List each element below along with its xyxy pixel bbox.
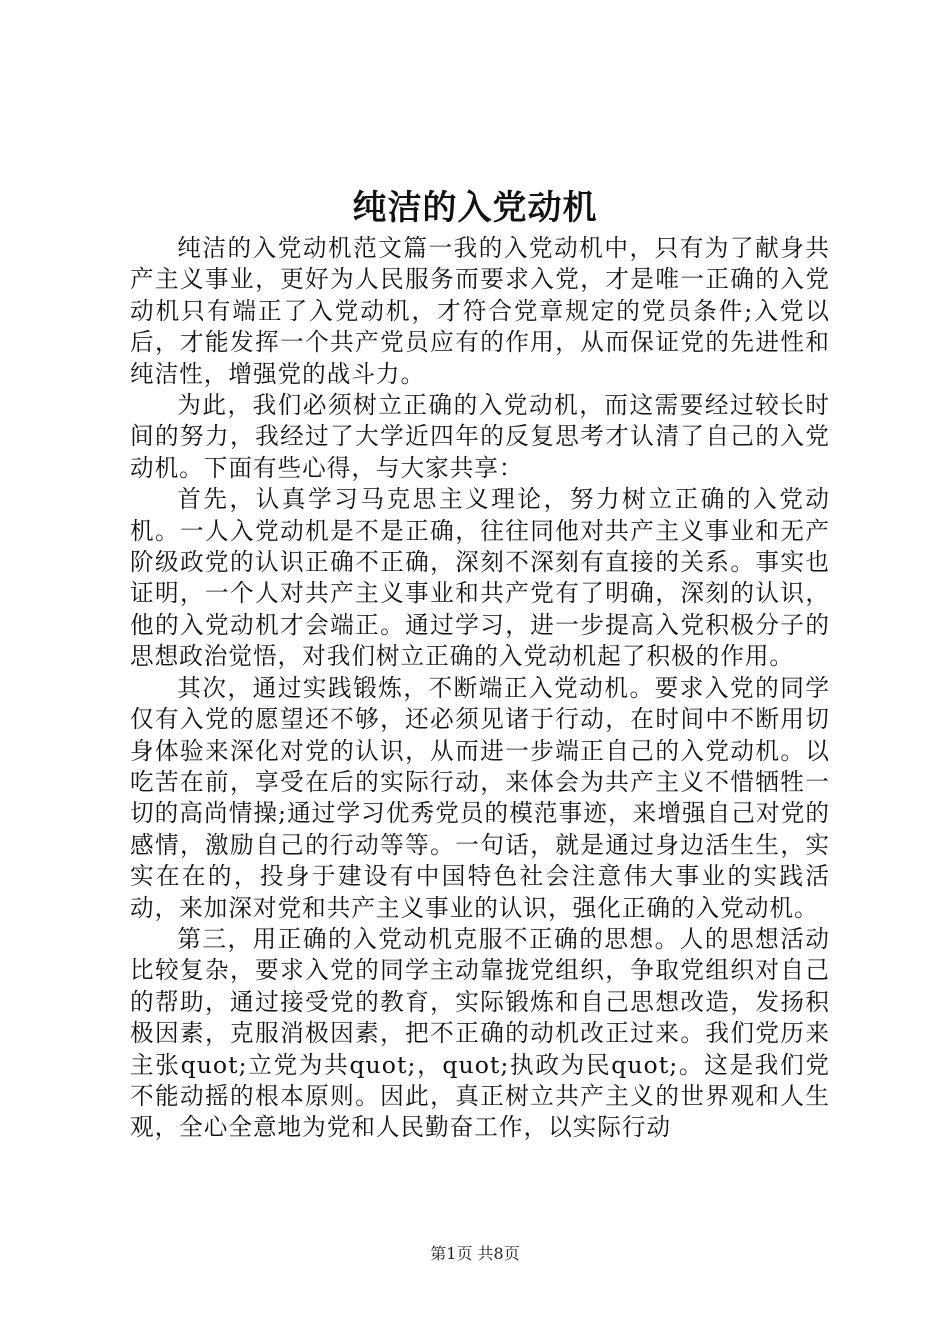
paragraph: 首先，认真学习马克思主义理论，努力树立正确的入党动机。一人入党动机是不是正确，往往同他对共产主义事业和无产阶级政党的认识正确不正确，深刻不深刻有直接的关系。事实也证明，一个人对共产主义事业和共产党有了明确，深刻的认识，他的入党动机才会端正。通过学习，进一步提高入党积极分子的思想政治觉悟，对我们树立正确的入党动机起了积极的作用。 [130, 485, 830, 671]
document-title: 纯洁的入党动机 [352, 188, 598, 228]
paragraph: 纯洁的入党动机范文篇一我的入党动机中，只有为了献身共产主义事业，更好为人民服务而要求入党，才是唯一正确的入党动机只有端正了入党动机，才符合党章规定的党员条件;入党以后，才能发挥一个共产党员应有的作用，从而保证党的先进性和纯洁性，增强党的战斗力。 [130, 234, 830, 388]
page-number-footer: 第1页 共8页 [430, 1244, 520, 1263]
paragraph: 其次，通过实践锻炼，不断端正入党动机。要求入党的同学仅有入党的愿望还不够，还必须见诸于行动，在时间中不断用切身体验来深化对党的认识，从而进一步端正自己的入党动机。以吃苦在前，享受在后的实际行动，来体会为共产主义不惜牺牲一切的高尚情操;通过学习优秀党员的模范事迹，来增强自己对党的感情，激励自己的行动等等。一句话，就是通过身边活生生，实实在在的，投身于建设有中国特色社会注意伟大事业的实践活动，来加深对党和共产主义事业的认识，强化正确的入党动机。 [130, 673, 830, 922]
document-body [130, 233, 830, 1144]
paragraph: 为此，我们必须树立正确的入党动机，而这需要经过较长时间的努力，我经过了大学近四年的反复思考才认清了自己的入党动机。下面有些心得，与大家共享： [130, 391, 830, 482]
paragraph: 第三，用正确的入党动机克服不正确的思想。人的思想活动比较复杂，要求入党的同学主动靠拢党组织，争取党组织对自己的帮助，通过接受党的教育，实际锻炼和自己思想改造，发扬积极因素，克服消极因素，把不正确的动机改正过来。我们党历来主张quot;立党为共quot;，quot;执政为民quot;。这是我们党不能动摇的根本原则。因此，真正树立共产主义的世界观和人生观，全心全意地为党和人民勤奋工作，以实际行动 [130, 924, 830, 1142]
